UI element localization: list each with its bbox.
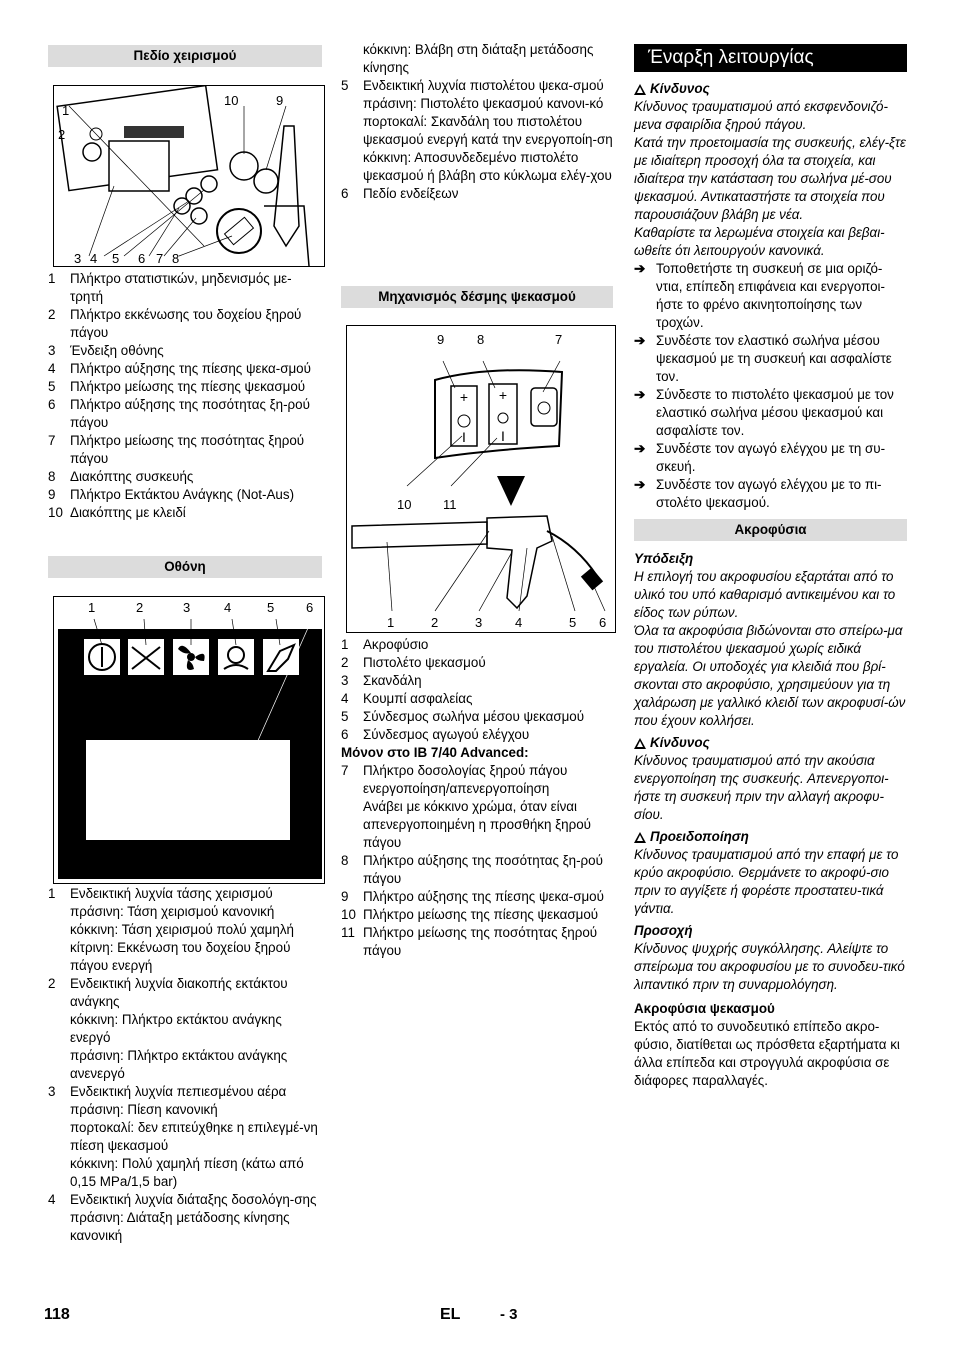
gun-label-9: 9	[437, 332, 445, 347]
danger-text: Κίνδυνος τραυματισμού από την ακούσια ενεργοποίηση της συσκευής. Απενεργοποι-ήστε τη συσκευή πριν την αλλαγή ακροφυ-σίου.	[634, 753, 889, 822]
arrow-right-icon: ➔	[634, 441, 646, 456]
display-list	[48, 885, 322, 1245]
fig-label-5: 5	[112, 251, 120, 266]
fig-label-1: 1	[62, 103, 70, 118]
list-item: 11 Πλήκτρο μείωσης της ποσότητας ξηρού πάγου	[341, 925, 598, 958]
list-item: 3 Ενδεικτική λυχνία πεπιεσμένου αέρα	[48, 1084, 287, 1099]
section-header-control-panel: Πεδίο χειρισμού	[48, 45, 322, 67]
gun-label-6: 6	[599, 615, 607, 630]
list-subitem: κόκκινη: Πολύ χαμηλή πίεση (κάτω από 0,15 MPa/1,5 bar)	[70, 1156, 304, 1189]
display-label-6: 6	[306, 600, 314, 615]
fig-label-4: 4	[90, 251, 98, 266]
list-subitem: πορτοκαλί: δεν επιτεύχθηκε η επιλεγμέ-νη πίεση ψεκασμού	[70, 1120, 318, 1153]
warning-triangle-icon	[634, 738, 646, 749]
list-item: 9 Πλήκτρο αύξησης της πίεσης ψεκα-σμού	[341, 889, 604, 904]
step-item: ➔ Τοποθετήστε τη συσκευή σε μια οριζό-ντια, επίπεδη επιφάνεια και ενεργοποι-ήστε το φρένο ακινητοποίησης των τροχών.	[634, 261, 885, 330]
list-subitem: πράσινη: Πλήκτρο εκτάκτου ανάγκης ανενεργό	[70, 1048, 288, 1081]
fig-label-8: 8	[172, 251, 180, 266]
list-subitem: κόκκινη: Βλάβη στη διάταξη μετάδοσης κίνησης	[363, 42, 594, 75]
arrow-right-icon: ➔	[634, 333, 646, 348]
danger-heading: Κίνδυνος	[634, 734, 907, 752]
svg-text:+: +	[498, 387, 508, 403]
list-item: 4 Ενδεικτική λυχνία διάταξης δοσολόγη-σης	[48, 1192, 317, 1207]
list-subitem: πράσινη: Διάταξη μετάδοσης κίνησης κανονική	[70, 1210, 290, 1243]
display-figure	[53, 596, 325, 884]
list-item: 5 Ενδεικτική λυχνία πιστολέτου ψεκα-σμού	[341, 78, 604, 93]
list-item: 1 Ενδεικτική λυχνία τάσης χειρισμού	[48, 886, 273, 901]
warning-triangle-icon	[634, 84, 646, 95]
list-item: 3 Ένδειξη οθόνης	[48, 343, 164, 358]
section-header-nozzles: Ακροφύσια	[634, 519, 907, 541]
list-item: 10 Διακόπτης με κλειδί	[48, 505, 186, 520]
list-item: 5 Σύνδεσμος σωλήνα μέσου ψεκασμού	[341, 709, 585, 724]
advanced-only-label: Μόνον στο IB 7/40 Advanced:	[341, 745, 529, 760]
warning-triangle-icon	[634, 832, 646, 843]
gun-label-2: 2	[431, 615, 439, 630]
list-subitem: κόκκινη: Τάση χειρισμού πολύ χαμηλή	[70, 922, 294, 937]
note-heading: Υπόδειξη	[634, 551, 694, 566]
fig-label-6: 6	[138, 251, 146, 266]
step-item: ➔ Συνδέστε τον αγωγό ελέγχου με τη συ-σκευή.	[634, 441, 886, 474]
danger-text: Κίνδυνος τραυματισμού από εκσφενδονιζό-μενα σφαιρίδια ξηρού πάγου.	[634, 99, 888, 132]
list-item: 3 Σκανδάλη	[341, 673, 422, 688]
control-panel-figure	[53, 85, 325, 267]
display-label-3: 3	[183, 600, 191, 615]
spray-gun-list	[341, 636, 613, 960]
note-text: Όλα τα ακροφύσια βιδώνονται στο σπείρω-μα του πιστολέτου ψεκασμού χωρίς ειδικά εργαλεία. Οι υποδοχές για κλειδιά που βρί-σκονται στο ακροφύσιο, χρησιμεύουν για τη χαλάρωση με γαλλικό κλειδί των ακροφυσί-ών που έχουν κολλήσει.	[634, 623, 906, 728]
list-subitem: πράσινη: Πίεση κανονική	[70, 1102, 218, 1117]
gun-label-11: 11	[443, 497, 457, 512]
danger-text: Καθαρίστε τα λερωμένα στοιχεία και βεβαι-ωθείτε ότι λειτουργούν κανονικά.	[634, 225, 885, 258]
arrow-right-icon: ➔	[634, 261, 646, 276]
list-item: 2 Ενδεικτική λυχνία διακοπής εκτάκτου ανάγκης	[48, 976, 288, 1009]
spray-gun-figure	[346, 325, 616, 633]
step-item: ➔ Συνδέστε τον ελαστικό σωλήνα μέσου ψεκασμού με τη συσκευή και ασφαλίστε τον.	[634, 333, 892, 384]
fig-label-7: 7	[156, 251, 164, 266]
startup-content	[634, 80, 907, 512]
danger-text: Κατά την προετοιμασία της συσκευής, ελέγ-ξτε με ιδιαίτερη προσοχή όλα τα στοιχεία, και ιδιαίτερα την κατάσταση του σωλήνα μέ-σου ψεκασμού. Αντικαταστήστε τα στοιχεία που παρουσιάζουν βλάβη με νέα.	[634, 135, 906, 222]
list-subitem: κίτρινη: Εκκένωση του δοχείου ξηρού πάγου ενεργή	[70, 940, 291, 973]
danger-heading: Κίνδυνος	[634, 80, 907, 98]
list-item: 4 Κουμπί ασφαλείας	[341, 691, 473, 706]
list-subitem: κόκκινη: Αποσυνδεδεμένο πιστολέτο ψεκασμού ή βλάβη στο κύκλωμα ελέγ-χου	[363, 150, 612, 183]
gun-label-4: 4	[515, 615, 523, 630]
list-item: 1 Πλήκτρο στατιστικών, μηδενισμός με-τρητή	[48, 271, 292, 304]
display-list-continued	[341, 41, 613, 203]
step-item: ➔ Συνδέστε τον αγωγό ελέγχου με το πι-στολέτο ψεκασμού.	[634, 477, 882, 510]
fig-label-2: 2	[58, 127, 66, 142]
list-item: 8 Διακόπτης συσκευής	[48, 469, 194, 484]
section-header-spray-gun: Μηχανισμός δέσμης ψεκασμού	[341, 286, 613, 308]
gun-label-8: 8	[477, 332, 485, 347]
list-subitem: πράσινη: Πιστολέτο ψεκασμού κανονι-κό	[363, 96, 604, 111]
spray-nozzles-heading: Ακροφύσια ψεκασμού	[634, 1001, 775, 1016]
list-subitem: πράσινη: Τάση χειρισμού κανονική	[70, 904, 275, 919]
display-icons	[54, 597, 324, 883]
list-item: 4 Πλήκτρο αύξησης της πίεσης ψεκα-σμού	[48, 361, 311, 376]
gun-label-5: 5	[569, 615, 577, 630]
gun-label-7: 7	[555, 332, 563, 347]
control-panel-drawing	[54, 86, 324, 266]
list-item: 6 Πλήκτρο αύξησης της ποσότητας ξη-ρού πάγου	[48, 397, 310, 430]
section-title-startup: Έναρξη λειτουργίας	[634, 44, 907, 72]
svg-text:+: +	[459, 389, 469, 405]
list-subitem: πορτοκαλί: Σκανδάλη του πιστολέτου ψεκασμού ενεργή κατά την ενεργοποίη-ση	[363, 114, 613, 147]
section-header-display: Οθόνη	[48, 556, 322, 578]
note-text: Η επιλογή του ακροφυσίου εξαρτάται από το υλικό του υπό καθαρισμό αντικειμένου και το είδος των ρύπων.	[634, 569, 896, 620]
fig-label-9: 9	[276, 93, 284, 108]
list-item: 10 Πλήκτρο μείωσης της πίεσης ψεκασμού	[341, 907, 599, 922]
list-item: 5 Πλήκτρο μείωσης της πίεσης ψεκασμού	[48, 379, 306, 394]
section-number: - 3	[500, 1306, 518, 1323]
fig-label-3: 3	[74, 251, 82, 266]
step-item: ➔ Σύνδεστε το πιστολέτο ψεκασμού με τον ελαστικό σωλήνα μέσου ψεκασμού και ασφαλίστε τον.	[634, 387, 894, 438]
display-label-1: 1	[88, 600, 96, 615]
list-item: 1 Ακροφύσιο	[341, 637, 429, 652]
list-item: 7 Πλήκτρο μείωσης της ποσότητας ξηρού πάγου	[48, 433, 305, 466]
gun-label-3: 3	[475, 615, 483, 630]
warning-heading: Προειδοποίηση	[634, 828, 907, 846]
list-item: 9 Πλήκτρο Εκτάκτου Ανάγκης (Not-Aus)	[48, 487, 295, 502]
language-code: EL	[440, 1306, 461, 1323]
caution-heading: Προσοχή	[634, 923, 693, 938]
arrow-right-icon: ➔	[634, 477, 646, 492]
gun-label-10: 10	[397, 497, 412, 512]
spray-gun-drawing	[347, 326, 615, 632]
list-subitem: κόκκινη: Πλήκτρο εκτάκτου ανάγκης ενεργό	[70, 1012, 282, 1045]
list-item: 2 Πλήκτρο εκκένωσης του δοχείου ξηρού πάγου	[48, 307, 302, 340]
page-number: 118	[44, 1306, 70, 1323]
display-label-2: 2	[136, 600, 144, 615]
warning-text: Κίνδυνος τραυματισμού από την επαφή με το κρύο ακροφύσιο. Θερμάνετε το ακροφύ-σιο πριν το αγγίξετε ή φορέστε προστατευ-τικά γάντια.	[634, 847, 899, 916]
display-label-4: 4	[224, 600, 232, 615]
spray-nozzles-text: Εκτός από το συνοδευτικό επίπεδο ακρο-φύσιο, διατίθεται ως πρόσθετα εξαρτήματα κι άλλα επίπεδα και στρογγυλά ακροφύσια σε διάφορες παραλλαγές.	[634, 1019, 900, 1088]
svg-text:I: I	[462, 429, 466, 445]
list-subitem: Ανάβει με κόκκινο χρώμα, όταν είναι απενεργοποιημένη η προσθήκη ξηρού πάγου	[363, 799, 591, 850]
list-item: 8 Πλήκτρο αύξησης της ποσότητας ξη-ρού πάγου	[341, 853, 603, 886]
display-label-5: 5	[267, 600, 275, 615]
arrow-right-icon: ➔	[634, 387, 646, 402]
svg-text:I: I	[501, 428, 505, 444]
caution-text: Κίνδυνος ψυχρής συγκόλλησης. Αλείψτε το σπείρωμα του ακροφυσίου με το συνοδευ-τικό λιπαντικό πριν τη συναρμολόγηση.	[634, 941, 905, 992]
fig-label-10: 10	[224, 93, 239, 108]
list-item: 7 Πλήκτρο δοσολογίας ξηρού πάγου ενεργοποίηση/απενεργοποίηση	[341, 763, 568, 796]
nozzles-content	[634, 550, 907, 1090]
control-panel-list	[48, 270, 322, 522]
list-item: 2 Πιστολέτο ψεκασμού	[341, 655, 486, 670]
list-item: 6 Πεδίο ενδείξεων	[341, 186, 459, 201]
list-item: 6 Σύνδεσμος αγωγού ελέγχου	[341, 727, 530, 742]
gun-label-1: 1	[387, 615, 395, 630]
